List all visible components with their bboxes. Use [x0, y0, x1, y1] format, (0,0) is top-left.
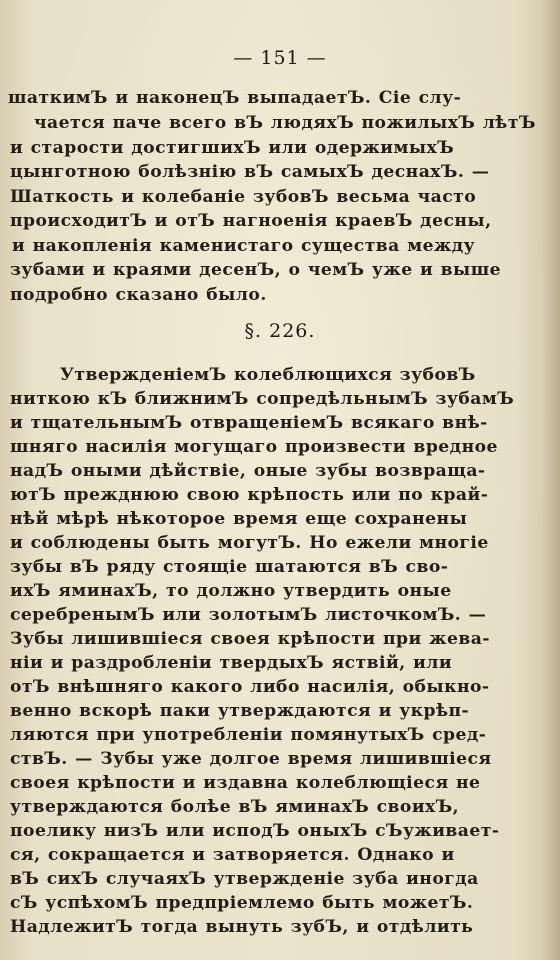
text-line: Шаткость и колебаніе зубовЪ весьма часто — [10, 187, 477, 207]
section-heading: §. 226. — [244, 320, 316, 342]
text-line: УтвержденіемЪ колеблющихся зубовЪ — [60, 365, 476, 385]
text-line: шаткимЪ и наконецЪ выпадаетЪ. Сіе слу- — [8, 88, 462, 108]
text-line: шняго насилія могущаго произвести вредное — [10, 437, 498, 457]
text-line: ляются при употребленіи помянутыхЪ сред- — [10, 725, 487, 745]
text-line: ниткою кЪ ближнимЪ сопредѣльнымЪ зубамЪ — [10, 389, 515, 409]
text-line: ихЪ яминахЪ, то должно утвердить оные — [10, 581, 452, 601]
text-line: ютЪ прежднюю свою крѣпость или по край- — [10, 485, 489, 505]
text-line: зубы вЪ ряду стоящіе шатаются вЪ сво- — [10, 557, 449, 577]
text-line: чается паче всего вЪ людяхЪ пожилыхЪ лѣтЪ — [34, 113, 536, 133]
text-line: зубами и краями десенЪ, о чемЪ уже и выше — [10, 260, 502, 280]
text-line: венно вскорѣ паки утверждаются и укрѣп- — [10, 701, 470, 721]
page-number: — 151 — — [233, 47, 327, 69]
text-line: и соблюдены быть могутЪ. Но ежели многіе — [10, 533, 489, 553]
text-line: ствЪ. — Зубы уже долгое время лишившіеся — [10, 749, 492, 769]
page-edge-shadow — [542, 0, 560, 960]
text-line: подробно сказано было. — [10, 285, 267, 305]
text-line: и накопленія каменистаго существа между — [12, 236, 476, 256]
text-line: происходитЪ и отЪ нагноенія краевЪ десны, — [10, 211, 492, 231]
text-line: сЪ успѣхомЪ предпріемлемо быть можетЪ. — [10, 893, 474, 913]
text-line: и старости достигшихЪ или одержимыхЪ — [10, 138, 455, 158]
text-line: вЪ сихЪ случаяхЪ утвержденіе зуба иногда — [10, 869, 479, 889]
text-line: своея крѣпости и издавна колеблющіеся не — [10, 773, 481, 793]
text-line: нѣй мѣрѣ нѣкоторое время еще сохранены — [10, 509, 468, 529]
text-line: надЪ оными дѣйствіе, оные зубы возвраща- — [10, 461, 486, 481]
text-line: ніи и раздробленіи твердыхЪ яствій, или — [10, 653, 453, 673]
text-line: и тщательнымЪ отвращеніемЪ всякаго внѣ- — [10, 413, 488, 433]
text-line: ся, сокращается и затворяется. Однако и — [10, 845, 455, 865]
text-line: Зубы лишившіеся своея крѣпости при жева- — [10, 629, 490, 649]
text-line: НадлежитЪ тогда вынуть зубЪ, и отдѣлить — [10, 917, 474, 937]
text-line: отЪ внѣшняго какого либо насилія, обыкно- — [10, 677, 490, 697]
text-line: серебренымЪ или золотымЪ листочкомЪ. — — [10, 605, 487, 625]
text-line: утверждаются болѣе вЪ яминахЪ своихЪ, — [10, 797, 460, 817]
text-line: цынготною болѣзнію вЪ самыхЪ деснахЪ. — — [10, 162, 490, 182]
text-line: поелику низЪ или исподЪ оныхЪ сЪуживает- — [10, 821, 500, 841]
